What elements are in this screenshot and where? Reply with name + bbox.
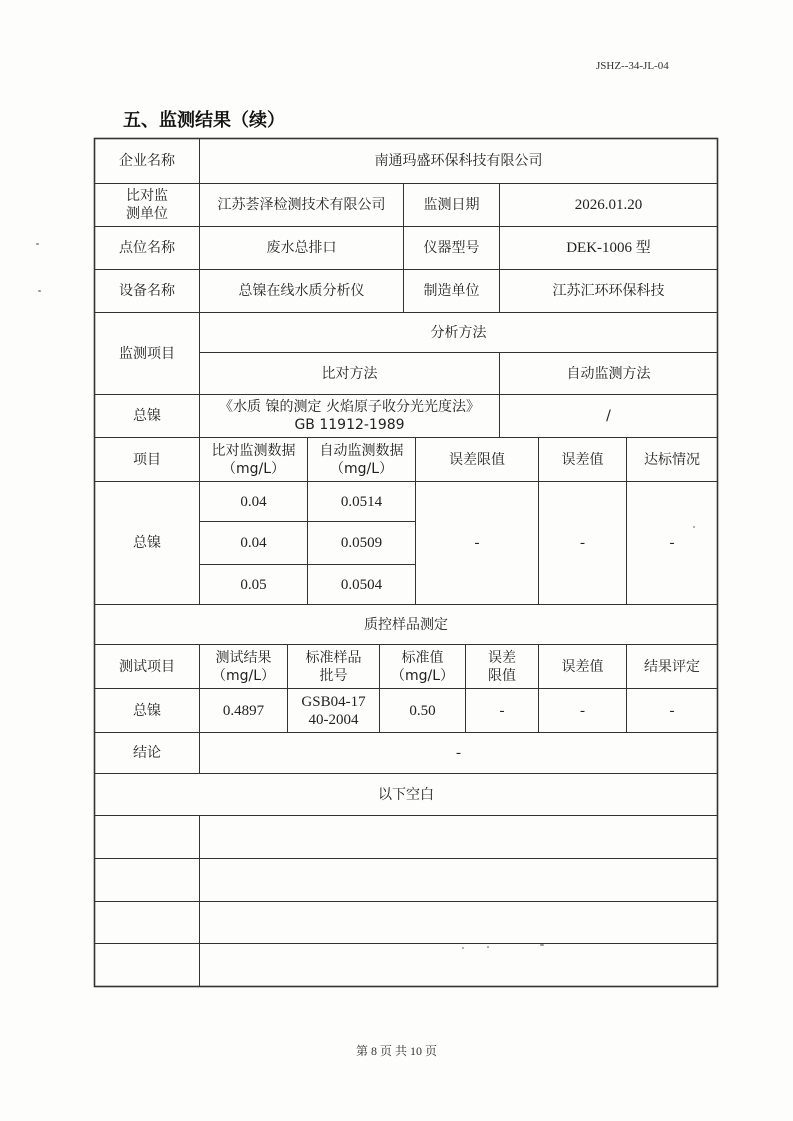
qc-limit: - [499,702,505,719]
company-value: 南通玛盛环保科技有限公司 [374,153,543,169]
auto-method-header: 自动监测方法 [566,365,651,382]
qc-standard: 0.50 [409,702,436,719]
qc-result: 0.4897 [222,702,265,719]
results-header-error: 误差值 [561,451,604,468]
page-footer: 第 8 页 共 10 页 [355,1044,437,1058]
table-row-compare: 0.04 [240,535,267,551]
blank-note: 以下空白 [378,786,434,803]
method-item-name: 总镍 [133,408,161,424]
qc-header-evaluation: 结果评定 [644,658,700,675]
results-limit: - [474,535,480,551]
table-row-auto: 0.0504 [340,576,383,593]
results-header-status: 达标情况 [644,451,700,468]
qc-evaluation: - [669,702,675,719]
qc-error: - [580,702,585,719]
qc-header-standard: 标准值（mg/L） [390,649,455,684]
company-label: 企业名称 [119,153,175,169]
scan-speck [540,944,544,946]
unit-value: 江苏荟泽检测技术有限公司 [217,197,386,213]
device-label: 设备名称 [119,283,175,299]
maker-value: 江苏汇环环保科技 [552,283,665,299]
qc-batch: GSB04-1740-2004 [301,693,366,728]
qc-title: 质控样品测定 [364,616,448,633]
model-value: DEK-1006 型 [566,240,651,256]
compare-method-header: 比对方法 [321,365,378,382]
document-code: JSHZ--34-JL-04 [596,60,669,72]
device-value: 总镍在线水质分析仪 [238,283,365,299]
scan-speck [36,243,39,245]
results-header-item: 项目 [133,451,161,468]
monitor-item-label: 监测项目 [119,345,175,362]
scan-speck [38,290,41,292]
qc-header-limit: 误差限值 [488,649,516,684]
results-header-limit: 误差限值 [449,451,505,468]
auto-method-value: / [606,408,611,424]
results-item: 总镍 [133,535,161,551]
compare-method-value: 《水质 镍的测定 火焰原子收分光光度法》GB 11912-1989 [219,399,480,433]
qc-header-item: 测试项目 [119,658,175,675]
qc-header-error: 误差值 [561,658,604,675]
results-header-compare: 比对监测数据（mg/L） [211,442,296,477]
qc-header-result: 测试结果（mg/L） [211,649,276,684]
results-header-auto: 自动监测数据（mg/L） [319,442,404,477]
table-row-auto: 0.0514 [340,493,383,510]
date-value: 2026.01.20 [574,197,643,213]
point-value: 废水总排口 [266,240,337,256]
date-label: 监测日期 [423,197,480,213]
scan-speck [693,526,695,528]
results-status: - [669,535,675,551]
table-row-auto: 0.0509 [340,535,383,551]
qc-item: 总镍 [133,702,161,719]
scan-speck [487,946,489,948]
qc-header-batch: 标准样品批号 [305,649,362,684]
conclusion-value: - [456,745,461,761]
results-error: - [580,535,585,551]
analysis-method-header: 分析方法 [430,324,487,341]
maker-label: 制造单位 [423,283,480,299]
point-label: 点位名称 [119,240,175,256]
model-label: 仪器型号 [423,240,480,256]
unit-label: 比对监测单位 [126,188,168,222]
section-title: 五、监测结果（续） [123,110,285,131]
table-row-compare: 0.05 [240,576,267,593]
scan-speck [462,947,464,949]
table-row-compare: 0.04 [240,493,267,510]
conclusion-label: 结论 [133,745,161,761]
